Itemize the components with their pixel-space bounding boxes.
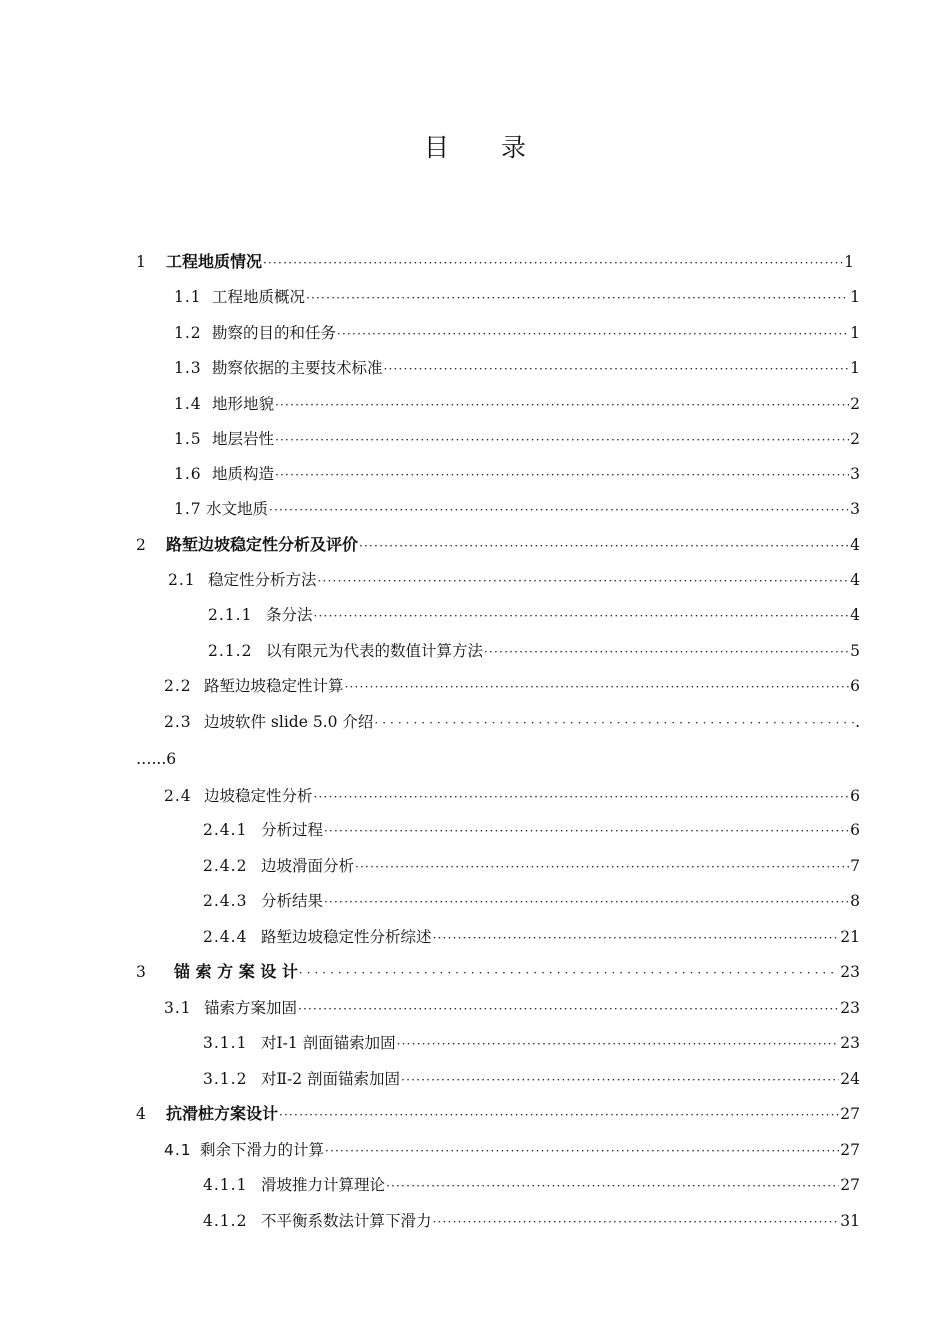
- toc-entry-3[interactable]: [136, 958, 860, 986]
- toc-number: 2.1.1: [208, 606, 253, 624]
- toc-number: 2.2: [164, 677, 192, 695]
- dot-leader: [275, 426, 849, 453]
- toc-page: 24: [840, 1070, 860, 1088]
- toc-label: 分析过程: [261, 821, 324, 839]
- toc-page: 3: [850, 500, 860, 518]
- toc-number: 2.4.4: [203, 928, 248, 946]
- toc-number: 1.4: [174, 395, 202, 413]
- toc-number: 2.1: [168, 571, 196, 589]
- toc-number: 1.6: [174, 465, 202, 483]
- dot-leader: [384, 355, 850, 382]
- toc-entry-3-1[interactable]: [164, 994, 860, 1022]
- toc-number: 4.1: [164, 1141, 192, 1159]
- dot-leader: [324, 888, 849, 915]
- toc-label: 路堑边坡稳定性计算: [204, 677, 344, 695]
- toc-entry-1-4[interactable]: [174, 390, 860, 418]
- toc-label: 剩余下滑力的计算: [200, 1141, 325, 1159]
- dot-leader: [279, 1101, 839, 1128]
- toc-number: 1.2: [174, 324, 202, 342]
- toc-number: 1.3: [174, 359, 202, 377]
- toc-number: 4: [136, 1105, 147, 1123]
- toc-page: 27: [840, 1176, 860, 1194]
- dot-leader: [269, 496, 849, 523]
- dot-leader: [299, 959, 839, 986]
- toc-page: 27: [840, 1141, 860, 1159]
- toc-label: 边坡软件 slide 5.0 介绍: [204, 713, 374, 731]
- toc-label: 地层岩性: [212, 430, 275, 448]
- dot-leader: [318, 567, 850, 594]
- dot-leader: [275, 391, 849, 418]
- toc-label: 以有限元为代表的数值计算方法: [266, 642, 484, 660]
- dot-leader: [401, 1066, 839, 1093]
- toc-number: 3.1: [164, 999, 192, 1017]
- toc-entry-4-1[interactable]: [164, 1136, 860, 1164]
- toc-number: 3: [136, 963, 147, 981]
- dot-leader: [359, 532, 849, 559]
- toc-number: 4.1.1: [203, 1176, 248, 1194]
- toc-number: 4.1.2: [203, 1212, 248, 1230]
- toc-page: 4: [850, 536, 860, 554]
- toc-number: 2: [136, 536, 147, 554]
- toc-page: 2: [850, 395, 860, 413]
- toc-number: 2.1.2: [208, 642, 253, 660]
- dot-leader: [355, 853, 849, 880]
- toc-page: 1: [850, 324, 860, 342]
- toc-number: 1.5: [174, 430, 202, 448]
- toc-entry-2-4-1[interactable]: [203, 816, 860, 844]
- toc-entry-4-1-1[interactable]: [203, 1171, 860, 1199]
- toc-entry-2-4-4[interactable]: [203, 923, 860, 951]
- toc-page: 23: [840, 1034, 860, 1052]
- toc-entry-1-7[interactable]: [174, 495, 860, 523]
- toc-label: 不平衡系数法计算下滑力: [261, 1212, 432, 1230]
- toc-number: 1.7: [174, 500, 202, 518]
- toc-page: 2: [850, 430, 860, 448]
- toc-number: 3.1.2: [203, 1070, 248, 1088]
- toc-label: 路堑边坡稳定性分析及评价: [166, 535, 359, 554]
- toc-page: 23: [840, 963, 860, 981]
- toc-label: 地形地貌: [212, 395, 275, 413]
- dot-leader: [314, 783, 850, 810]
- toc-label: 稳定性分析方法: [208, 571, 317, 589]
- dot-leader: [433, 1208, 840, 1235]
- dot-leader: [325, 1137, 839, 1164]
- toc-label: 地质构造: [212, 465, 275, 483]
- dot-leader: [386, 1172, 839, 1199]
- toc-page: 21: [840, 928, 860, 946]
- toc-number: 2.4: [164, 787, 192, 805]
- dot-leader: [397, 1030, 840, 1057]
- toc-number: 2.4.3: [203, 892, 248, 910]
- dot-leader: [433, 924, 840, 951]
- toc-number: 3.1.1: [203, 1034, 248, 1052]
- toc-label: 边坡滑面分析: [261, 857, 355, 875]
- toc-label: 抗滑桩方案设计: [166, 1104, 279, 1123]
- toc-label: 水文地质: [206, 500, 269, 518]
- toc-page: 1: [850, 359, 860, 377]
- toc-label: 锚索方案加固: [204, 999, 298, 1017]
- toc-continuation: …...6: [136, 750, 177, 768]
- toc-entry-2-4[interactable]: [164, 782, 860, 810]
- toc-number: 1.1: [174, 288, 202, 306]
- toc-label: 勘察依据的主要技术标准: [212, 359, 383, 377]
- toc-number: 2.4.2: [203, 857, 248, 875]
- page-title: 目 录: [424, 133, 548, 162]
- toc-label: 条分法: [266, 606, 313, 624]
- dot-leader: [314, 602, 850, 629]
- toc-page: .: [855, 713, 860, 731]
- toc-label: 分析结果: [261, 892, 324, 910]
- toc-entry-2-4-2[interactable]: [203, 852, 860, 880]
- toc-entry-3-1-2[interactable]: [203, 1065, 860, 1093]
- toc-entry-2-1-1[interactable]: [208, 601, 860, 629]
- toc-entry-4[interactable]: [136, 1100, 860, 1128]
- toc-page: 27: [840, 1105, 860, 1123]
- toc-label: 滑坡推力计算理论: [261, 1176, 386, 1194]
- dot-leader: [298, 995, 839, 1022]
- dot-leader: [324, 817, 849, 844]
- toc-entry-2[interactable]: [136, 531, 860, 559]
- toc-label: 对Ⅰ-1 剖面锚索加固: [261, 1034, 396, 1052]
- toc-label: 工程地质情况: [166, 252, 263, 271]
- toc-label: 工程地质概况: [212, 288, 306, 306]
- dot-leader: [275, 461, 849, 488]
- toc-number: 1: [136, 253, 147, 271]
- toc-label: 勘察的目的和任务: [212, 324, 337, 342]
- toc-page: 3: [850, 465, 860, 483]
- toc-page: 31: [840, 1212, 860, 1230]
- dot-leader: [263, 249, 843, 276]
- toc-entry-2-4-3[interactable]: [203, 887, 860, 915]
- toc-page: 23: [840, 999, 860, 1017]
- toc-page: 4: [850, 571, 860, 589]
- toc-entry-1-6[interactable]: [174, 460, 860, 488]
- toc-entry-2-1-2[interactable]: [208, 637, 860, 665]
- toc-page: 1: [850, 288, 860, 306]
- toc-page: 6: [850, 677, 860, 695]
- toc-page: 6: [850, 821, 860, 839]
- dot-leader: [484, 638, 849, 665]
- toc-entry-2-2[interactable]: [164, 672, 860, 700]
- toc-entry-2-1[interactable]: [168, 566, 860, 594]
- dot-leader: [345, 673, 850, 700]
- dot-leader: [374, 709, 854, 736]
- dot-leader: [337, 320, 849, 347]
- toc-entry-1-2[interactable]: [174, 319, 860, 347]
- toc-entry-1-3[interactable]: [174, 354, 860, 382]
- toc-entry-1-1[interactable]: [174, 283, 860, 311]
- toc-page: 8: [850, 892, 860, 910]
- toc-entry-1-5[interactable]: [174, 425, 860, 453]
- toc-number: 2.3: [164, 713, 192, 731]
- toc-label: 锚 索 方 案 设 计: [174, 962, 298, 981]
- toc-entry-4-1-2[interactable]: [203, 1207, 860, 1235]
- toc-entry-2-3[interactable]: [164, 708, 860, 736]
- toc-page: 1: [844, 253, 854, 271]
- toc-entry-3-1-1[interactable]: [203, 1029, 860, 1057]
- toc-label: 边坡稳定性分析: [204, 787, 313, 805]
- toc-page: 5: [850, 642, 860, 660]
- toc-number: 2.4.1: [203, 821, 248, 839]
- toc-page: 7: [850, 857, 860, 875]
- dot-leader: [306, 284, 849, 311]
- toc-label: 路堑边坡稳定性分析综述: [261, 928, 432, 946]
- toc-page: 4: [850, 606, 860, 624]
- toc-label: 对Ⅱ-2 剖面锚索加固: [261, 1070, 401, 1088]
- toc-entry-1[interactable]: [136, 248, 854, 276]
- toc-page: 6: [850, 787, 860, 805]
